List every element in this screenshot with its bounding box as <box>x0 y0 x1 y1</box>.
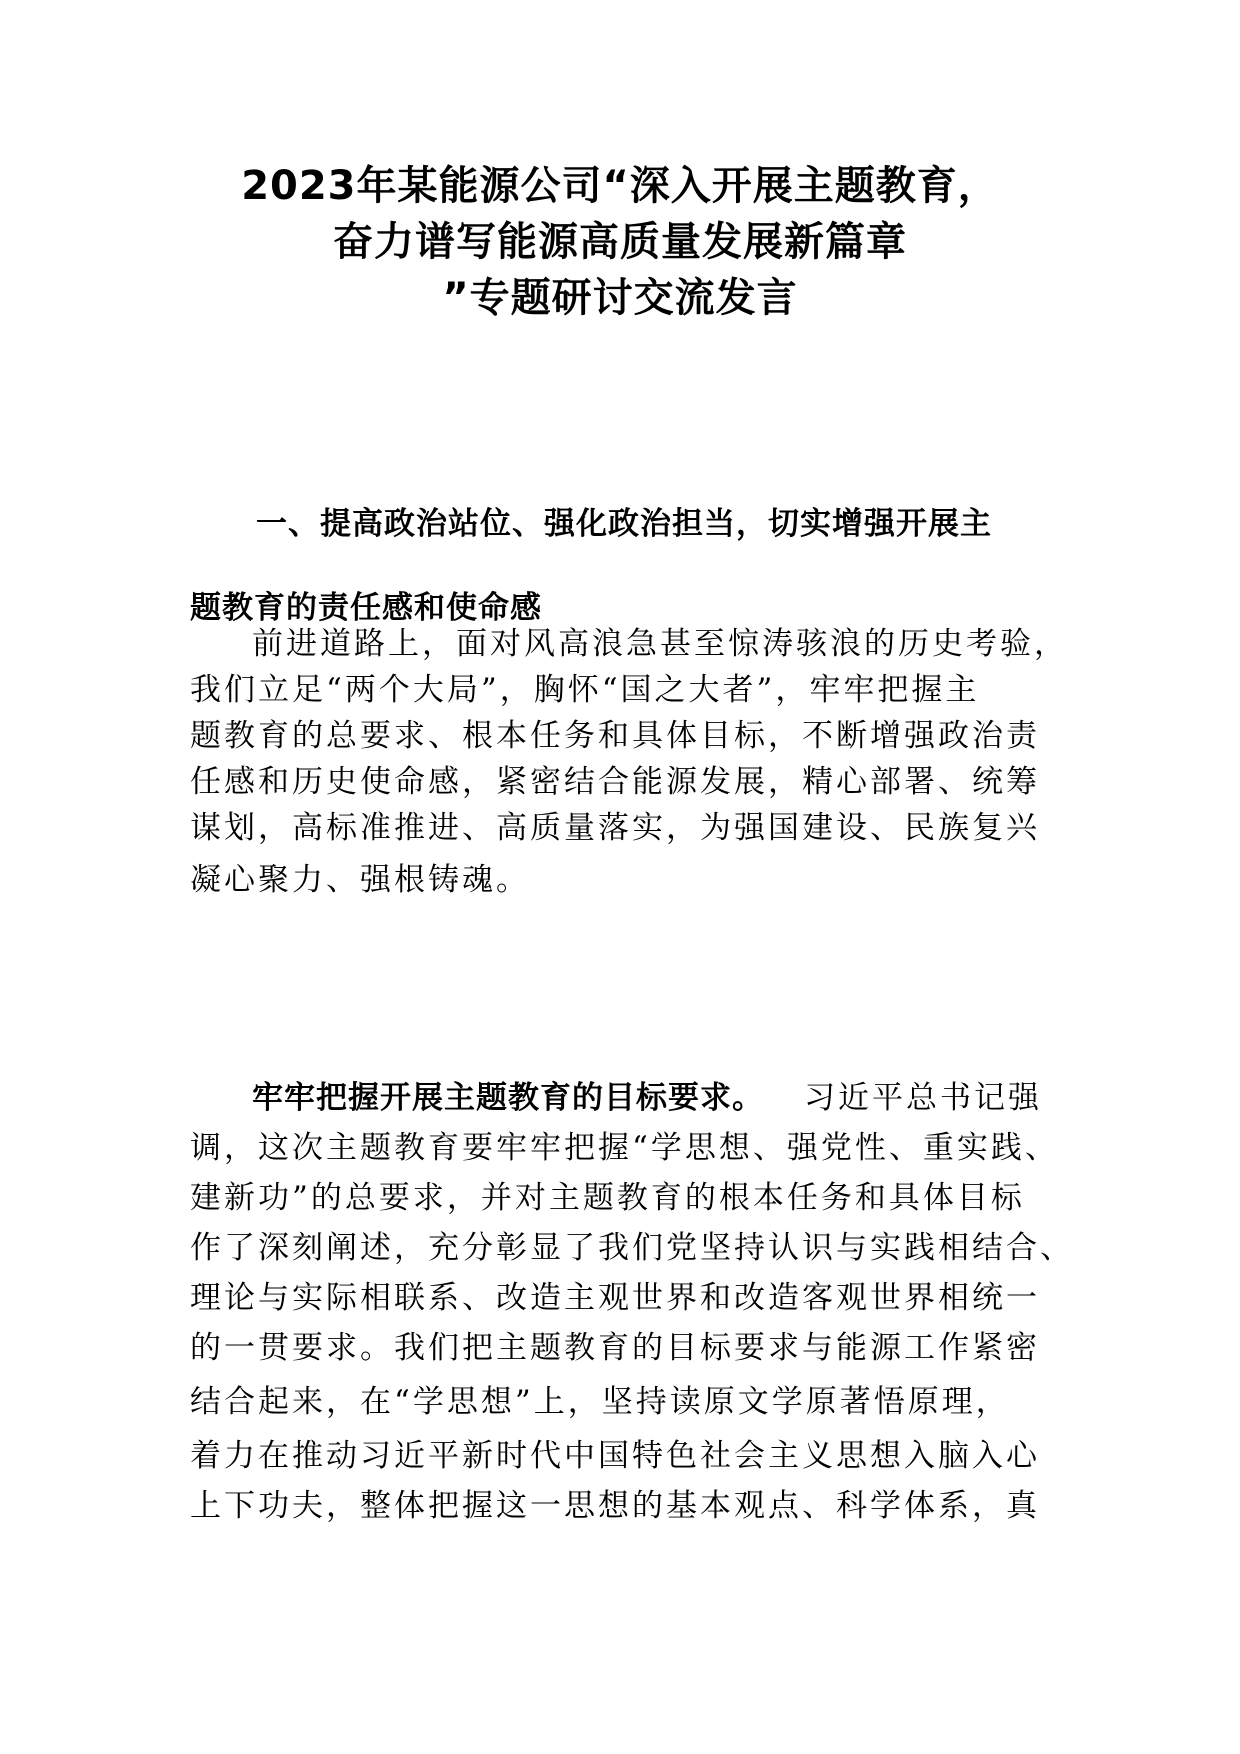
paragraph-2-line: 的一贯要求。我们把主题教育的目标要求与能源工作紧密 <box>190 1330 1040 1366</box>
section-heading-text-2: 题教育的责任感和使命感 <box>190 590 542 626</box>
paragraph-2-first-line <box>252 1072 1042 1117</box>
paragraph-2-line: 作了深刻阐述，充分彰显了我们党坚持认识与实践相结合、 <box>190 1230 1074 1266</box>
paragraph-1-line: 前进道路上，面对风高浪急甚至惊涛骇浪的历史考验， <box>252 626 1068 662</box>
title-line-3: ”专题研讨交流发言 <box>442 275 798 321</box>
paragraph-1-line: 任感和历史使命感，紧密结合能源发展，精心部署、统筹 <box>190 764 1040 800</box>
paragraph-1-line: 我们立足“两个大局”，胸怀“国之大者”，牢牢把握主 <box>190 672 980 708</box>
title-line-2: 奋力谱写能源高质量发展新篇章 <box>333 219 907 265</box>
paragraph-2-line: 上下功夫，整体把握这一思想的基本观点、科学体系，真 <box>190 1488 1040 1524</box>
paragraph-2-line: 着力在推动习近平新时代中国特色社会主义思想入脑入心 <box>190 1438 1040 1474</box>
paragraph-2-first-rest: 习近平总书记强 <box>804 1080 1042 1116</box>
title-line-1: 2023年某能源公司“深入开展主题教育， <box>241 163 999 209</box>
section-heading-text-1: 一、提高政治站位、强化政治担当，切实增强开展主 <box>256 506 992 542</box>
paragraph-2-line: 理论与实际相联系、改造主观世界和改造客观世界相统一 <box>190 1280 1040 1316</box>
paragraph-1-line: 凝心聚力、强根铸魂。 <box>190 862 530 898</box>
paragraph-1-line: 谋划，高标准推进、高质量落实，为强国建设、民族复兴 <box>190 810 1040 846</box>
paragraph-2-line: 调，这次主题教育要牢牢把握“学思想、强党性、重实践、 <box>190 1130 1059 1166</box>
paragraph-2-lead: 牢牢把握开展主题教育的目标要求。 <box>252 1080 764 1116</box>
section-heading-line-1 <box>190 498 1136 543</box>
paragraph-2-line: 建新功”的总要求，并对主题教育的根本任务和具体目标 <box>190 1180 1025 1216</box>
document-title <box>150 158 1090 326</box>
paragraph-2-line: 结合起来，在“学思想”上，坚持读原文学原著悟原理， <box>190 1384 1010 1420</box>
paragraph-1-line: 题教育的总要求、根本任务和具体目标，不断增强政治责 <box>190 718 1040 754</box>
